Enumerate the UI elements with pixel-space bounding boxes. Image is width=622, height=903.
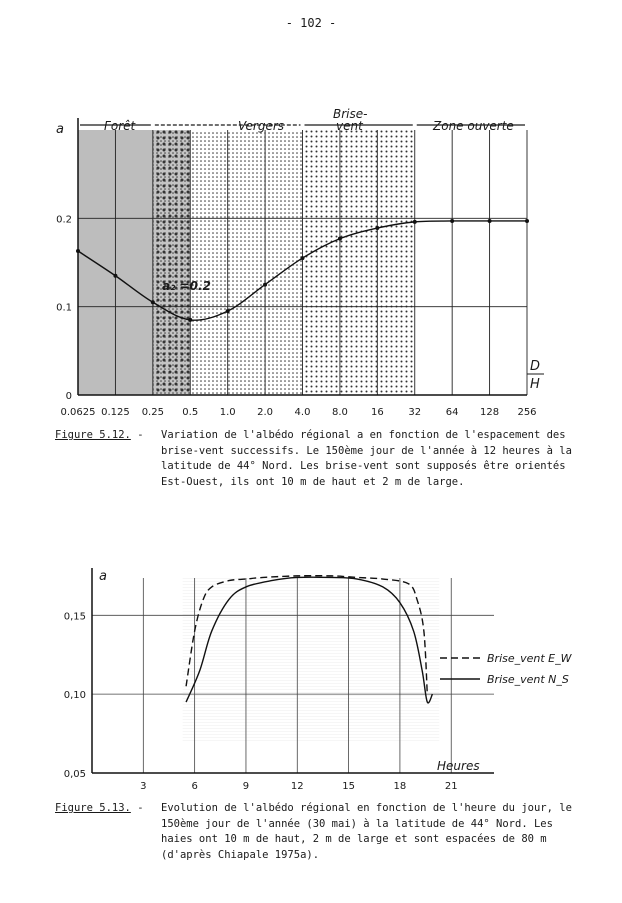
fig2-x-tick-label: 15 <box>342 781 355 792</box>
fig1-caption-label: Figure 5.12. <box>55 429 131 441</box>
fig1-x-tick-label: 4.0 <box>294 407 311 418</box>
fig2-y-axis-label: a <box>99 569 107 584</box>
fig2-y-tick-label: 0,15 <box>63 611 86 623</box>
fig2-caption-label: Figure 5.13. <box>55 802 131 814</box>
fig1-data-point <box>188 318 192 322</box>
fig1-y-axis-label: a <box>56 122 64 137</box>
fig1-data-point <box>375 226 379 230</box>
fig1-y-tick-label: 0 <box>65 391 72 402</box>
fig1-data-point <box>113 274 117 278</box>
figure-5-12-chart <box>0 100 622 430</box>
fig1-x-tick-label: 64 <box>445 407 459 418</box>
fig1-x-tick-label: 8.0 <box>331 407 348 418</box>
fig1-x-axis-label-d: D <box>530 359 541 374</box>
fig2-x-tick-label: 9 <box>242 781 250 792</box>
fig1-caption-dash: - <box>137 429 144 441</box>
figure-5-13-chart <box>0 560 622 800</box>
fig1-data-point <box>301 256 305 260</box>
fig2-y-tick-label: 0,05 <box>63 769 86 780</box>
fig1-zone-label-vent: vent <box>336 119 363 133</box>
fig1-y-tick-label: 0.1 <box>56 302 72 314</box>
fig1-data-point <box>151 300 155 304</box>
fig1-x-axis-label-h: H <box>530 377 540 392</box>
fig1-x-tick-label: 128 <box>480 407 500 418</box>
fig1-x-tick-label: 0.25 <box>141 407 164 418</box>
fig2-x-tick-label: 18 <box>393 781 407 792</box>
fig2-x-axis-label: Heures <box>437 759 480 773</box>
fig2-x-tick-label: 6 <box>191 781 198 792</box>
fig2-y-tick-label: 0,10 <box>63 690 86 702</box>
fig2-x-tick-label: 3 <box>140 781 147 792</box>
fig2-caption-text: Evolution de l'albédo régional en fonction de l'heure du jour, le 150ème jour de l'année (30 mai) à la latitude de 44° Nord. Les haies ont 10 m de haut, 2 m de large et sont espacées de 80 m (d'après Chiapale 1975a). <box>161 802 572 861</box>
fig1-data-point <box>413 220 417 224</box>
fig1-annotation-a2: a₂ =0.2 <box>162 279 211 293</box>
fig1-x-tick-label: 1.0 <box>219 407 236 418</box>
fig1-zone-label-foret: Forêt <box>104 119 136 133</box>
fig1-zone-band <box>303 130 415 395</box>
fig1-y-tick-label: 0.2 <box>56 214 72 226</box>
fig1-x-tick-label: 16 <box>370 407 384 418</box>
fig2-background-texture <box>183 576 440 742</box>
fig1-zone-label-brise: Brise- <box>333 107 368 121</box>
fig2-x-tick-label: 12 <box>290 781 304 792</box>
fig1-x-tick-label: 2.0 <box>257 407 274 418</box>
fig1-x-tick-label: 0.0625 <box>60 407 96 418</box>
fig1-zone-label-zone-ouverte: Zone ouverte <box>433 119 514 133</box>
fig2-legend-label: Brise_vent E_W <box>487 652 572 665</box>
fig2-x-tick-label: 21 <box>444 781 458 792</box>
fig1-data-point <box>263 283 267 287</box>
fig1-x-tick-label: 0.125 <box>101 407 130 418</box>
fig1-zone-label-vergers: Vergers <box>238 119 285 133</box>
fig1-caption-text: Variation de l'albédo régional a en fonction de l'espacement des brise-vent successifs. Le 150ème jour de l'année à 12 heures à la latitude de 44° Nord. Les brise-vent sont supposés être orientés Est-Ouest, ils ont 10 m de haut et 2 m de large. <box>161 429 572 488</box>
page-number: - 102 - <box>285 16 337 30</box>
fig1-data-point <box>525 219 529 223</box>
fig2-legend-label: Brise_vent N_S <box>487 673 569 686</box>
fig2-caption-dash: - <box>137 802 144 814</box>
fig1-data-point <box>338 237 342 241</box>
fig1-data-point <box>226 309 230 313</box>
fig1-data-point <box>76 249 80 253</box>
fig1-data-point <box>488 219 492 223</box>
fig1-data-point <box>450 219 454 223</box>
fig1-x-tick-label: 0.5 <box>182 407 199 418</box>
fig1-zone-transition-shade <box>153 130 190 395</box>
fig1-x-tick-label: 256 <box>517 407 537 418</box>
fig1-x-tick-label: 32 <box>408 407 422 418</box>
